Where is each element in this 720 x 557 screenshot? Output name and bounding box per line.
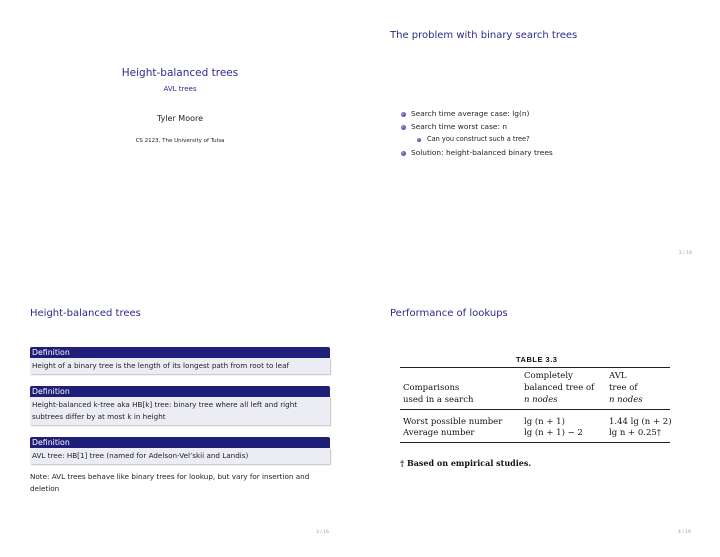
slide-bst-problem	[360, 0, 720, 278]
bullet-ball-icon	[417, 138, 421, 142]
bullet-item: Solution: height-balanced binary trees	[400, 146, 553, 159]
bullet-ball-icon	[401, 112, 406, 117]
block-body: Height-balanced k-tree aka HB[k] tree: binary tree where all left and right subtrees differ by at most k in height	[30, 397, 330, 425]
definition-block	[30, 386, 330, 425]
table-rule	[400, 409, 670, 410]
sub-bullet-item: Can you construct such a tree?	[400, 133, 553, 146]
frame-title: The problem with binary search trees	[390, 30, 578, 41]
block-header: Definition	[30, 386, 330, 397]
slide-performance	[360, 279, 720, 557]
block-body: AVL tree: HB[1] tree (named for Adelson-Vel’skii and Landis)	[30, 448, 330, 464]
header-right-3: n nodes	[609, 395, 643, 405]
row-right-value: lg n + 0.25†	[609, 428, 662, 438]
row-mid-value: lg (n + 1) − 2	[524, 428, 583, 438]
table-footnote: † Based on empirical studies.	[400, 458, 532, 468]
note-text: Note: AVL trees behave like binary trees for lookup, but vary for insertion and deletion	[30, 472, 310, 493]
header-mid-2: balanced tree of	[524, 383, 595, 393]
header-right-2: tree of	[609, 383, 638, 393]
block-body: Height of a binary tree is the length of its longest path from root to leaf	[30, 358, 330, 374]
author-name: Tyler Moore	[156, 114, 204, 123]
header-left-1: Comparisons	[403, 383, 460, 393]
frame-title: Height-balanced trees	[30, 308, 141, 319]
bullet-item: Search time average case: lg(n)	[400, 107, 553, 120]
definition-block	[30, 347, 330, 374]
row-right-value: 1.44 lg (n + 2)	[609, 417, 672, 427]
page-number: 2 / 16	[679, 251, 692, 256]
presentation-subtitle: AVL trees	[163, 85, 197, 93]
frame-title: Performance of lookups	[390, 308, 508, 319]
performance-table-image	[400, 353, 680, 473]
page-number: 3 / 16	[316, 530, 329, 535]
table-rule	[400, 367, 670, 368]
bullet-item: Search time worst case: n	[400, 120, 553, 133]
header-mid-1: Completely	[524, 371, 573, 381]
bullet-ball-icon	[401, 151, 406, 156]
bullet-ball-icon	[401, 125, 406, 130]
header-left-2: used in a search	[403, 395, 474, 405]
header-mid-3: n nodes	[524, 395, 558, 405]
block-header: Definition	[30, 437, 330, 448]
institution: CS 2123, The University of Tulsa	[135, 138, 225, 144]
table-rule	[400, 442, 670, 443]
block-header: Definition	[30, 347, 330, 358]
header-right-1: AVL	[609, 371, 627, 381]
page-number: 4 / 16	[678, 530, 691, 535]
title-slide	[0, 0, 360, 278]
table-caption: TABLE 3.3	[516, 355, 558, 364]
bullet-list	[400, 107, 553, 159]
presentation-title: Height-balanced trees	[121, 67, 239, 79]
row-mid-value: lg (n + 1)	[524, 417, 565, 427]
row-label: Average number	[403, 428, 475, 438]
slide-height-balanced	[0, 279, 360, 557]
row-label: Worst possible number	[403, 417, 503, 427]
definition-block	[30, 437, 330, 464]
